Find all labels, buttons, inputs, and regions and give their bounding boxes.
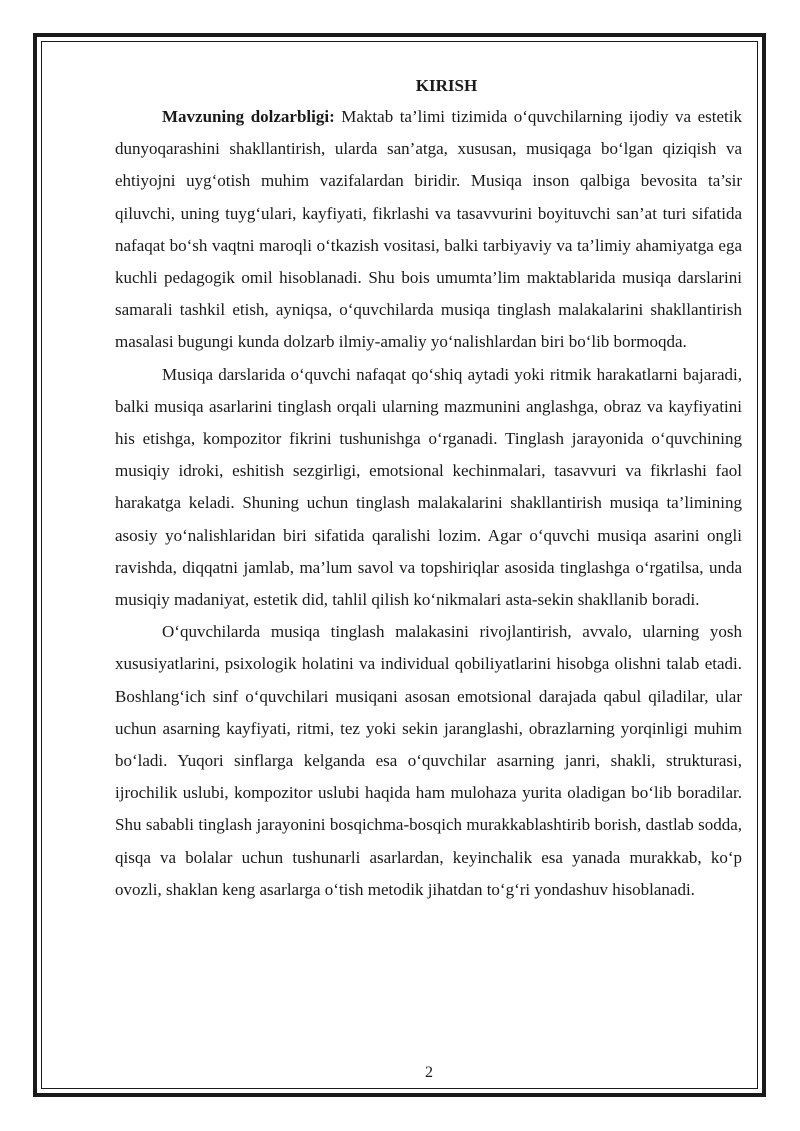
paragraph-relevance <box>115 101 742 359</box>
paragraph-listening <box>115 359 742 617</box>
paragraph-text: O‘quvchilarda musiqa tinglash malakasini rivojlantirish, avvalo, ularning yosh xususiyatlarini, psixologik holatini va individual qobiliyatlarini hisobga olishni talab etadi. Boshlang‘ich sinf o‘quvchilari musiqani asosan emotsional darajada qabul qiladilar, ular uchun asarning kayfiyati, ritmi, tez yoki sekin jaranglashi, obrazlarning yorqinligi muhim bo‘ladi. Yuqori sinflarga kelganda esa o‘quvchilar asarning janri, shakli, strukturasi, ijrochilik uslubi, kompozitor uslubi haqida ham mulohaza yurita oladigan bo‘lib boradilar. Shu sababli tinglash jarayonini bosqichma-bosqich murakkablashtirib borish, dastlab sodda, qisqa va bolalar uchun tushunarli asarlardan, keyinchalik esa yanada murakkab, ko‘p ovozli, shaklan keng asarlarga o‘tish metodik jihatdan to‘g‘ri yondashuv hisoblanadi. <box>115 622 742 899</box>
paragraph-lead: Mavzuning dolzarbligi: <box>162 107 335 126</box>
paragraph-development <box>115 616 742 906</box>
paragraph-text: Maktab ta’limi tizimida o‘quvchilarning ijodiy va estetik dunyoqarashini shakllantirish, ularda san’atga, xususan, musiqaga bo‘lgan qiziqish va ehtiyojni uyg‘otish muhim vazifalardan biridir. Musiqa inson qalbiga bevosita ta’sir qiluvchi, uning tuyg‘ulari, kayfiyati, fikrlashi va tasavvurini boyituvchi san’at turi sifatida nafaqat bo‘sh vaqtni maroqli o‘tkazish vositasi, balki tarbiyaviy va ta’limiy ahamiyatga ega kuchli pedagogik omil hisoblanadi. Shu bois umumta’lim maktablarida musiqa darslarini samarali tashkil etish, ayniqsa, o‘quvchilarda musiqa tinglash malakalarini shakllantirish masalasi bugungi kunda dolzarb ilmiy-amaliy yo‘nalishlardan biri bo‘lib bormoqda. <box>115 107 742 352</box>
document-body <box>115 75 742 906</box>
section-title: KIRISH <box>415 76 478 95</box>
paragraph-text: Musiqa darslarida o‘quvchi nafaqat qo‘shiq aytadi yoki ritmik harakatlarni bajaradi, balki musiqa asarlarini tinglash orqali ularning mazmunini anglashga, obraz va kayfiyatini his etishga, kompozitor fikrini tushunishga o‘rganadi. Tinglash jarayonida o‘quvchining musiqiy idroki, eshitish sezgirligi, emotsional kechinmalari, tasavvuri va fikrlashi faol harakatga keladi. Shuning uchun tinglash malakalarini shakllantirish musiqa ta’limining asosiy yo‘nalishlaridan biri sifatida qaralishi lozim. Agar o‘quvchi musiqa asarini ongli ravishda, diqqatni jamlab, ma’lum savol va topshiriqlar asosida tinglashga o‘rgatilsa, unda musiqiy madaniyat, estetik did, tahlil qilish ko‘nikmalari asta-sekin shakllanib boradi. <box>115 364 742 610</box>
page-number: 2 <box>425 1064 433 1081</box>
